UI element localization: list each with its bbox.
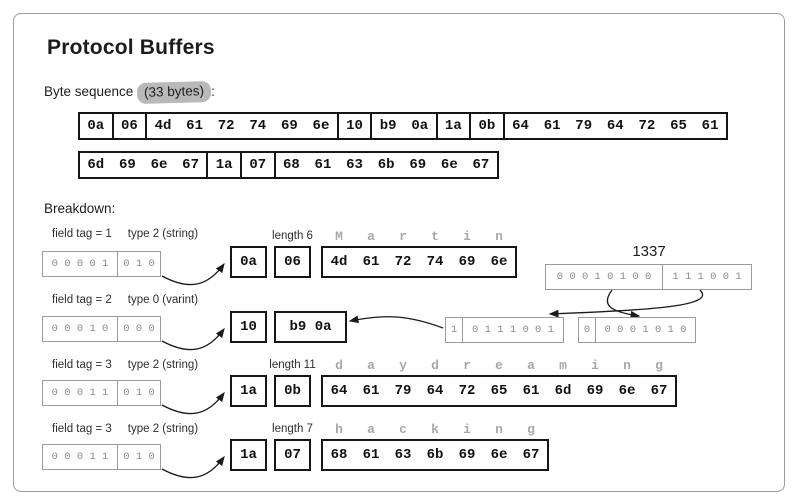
- byte-group: [145, 112, 339, 140]
- value-char: n: [495, 422, 503, 437]
- tag-hex-box: 1a: [230, 375, 267, 407]
- hex-byte: 67: [182, 157, 199, 173]
- field-tag-label: field tag = 2: [52, 294, 112, 306]
- hex-byte: 61: [362, 254, 380, 270]
- byte-group: [337, 112, 373, 140]
- hex-byte: 61: [314, 157, 332, 173]
- byte-group: [240, 151, 276, 179]
- byte-group: [503, 112, 728, 140]
- hex-byte: 4d: [154, 118, 172, 134]
- bit-cell: 0 1 0: [117, 445, 160, 469]
- bit-cell: 0 0 0 0 1: [51, 258, 109, 270]
- length-hex-box: 0b: [274, 375, 311, 407]
- tag-hex-box: 0a: [230, 246, 267, 278]
- value-char: e: [495, 358, 503, 373]
- tag-hex-box: 1a: [230, 439, 267, 471]
- hex-byte: 69: [586, 383, 604, 399]
- value-char: r: [463, 358, 471, 373]
- field-tag-label: field tag = 1: [52, 228, 112, 240]
- value-char: d: [431, 358, 439, 373]
- hex-byte: 64: [426, 383, 444, 399]
- hex-byte: 65: [670, 118, 687, 134]
- value-char: g: [655, 358, 663, 373]
- hex-byte: b9: [379, 118, 397, 134]
- hex-byte: 79: [575, 118, 593, 134]
- varint-byte1-box: [445, 317, 564, 343]
- byte-group: [370, 112, 437, 140]
- hex-byte: 61: [362, 447, 380, 463]
- hex-byte: 69: [458, 447, 476, 463]
- hex-byte: 69: [118, 157, 136, 173]
- value-char: k: [431, 422, 439, 437]
- bit-cell: 1 1 1 0 0 1: [662, 265, 751, 289]
- hex-byte: 6e: [150, 157, 168, 173]
- value-chars-row: [323, 229, 515, 245]
- value-chars-row: [323, 422, 547, 438]
- type-label: type 2 (string): [127, 359, 199, 371]
- varint-byte2-box: [578, 317, 696, 343]
- value-char: i: [463, 422, 471, 437]
- bit-cell: 0 1 0: [117, 252, 160, 276]
- byte-group: [206, 151, 242, 179]
- hex-byte: 67: [650, 383, 668, 399]
- byte-sequence-label-suffix: :: [211, 84, 215, 99]
- hex-byte: 65: [490, 383, 508, 399]
- length-hex-box: 07: [274, 439, 311, 471]
- hex-byte: 72: [217, 118, 235, 134]
- page-title: Protocol Buffers: [47, 36, 215, 59]
- hex-byte: 4d: [330, 254, 348, 270]
- value-char: n: [623, 358, 631, 373]
- value-char: c: [399, 422, 407, 437]
- hex-byte: 0a: [87, 118, 105, 134]
- byte-group: [78, 112, 114, 140]
- tag-hex-box: 10: [230, 311, 267, 343]
- field-tag-label: field tag = 3: [52, 423, 112, 435]
- varint-number-box: [545, 264, 752, 290]
- bit-cell: 0 0 0 1 0 1 0 0: [556, 271, 652, 283]
- length-label: length 7: [272, 423, 313, 435]
- hex-byte: 07: [249, 157, 267, 173]
- hex-byte: 79: [394, 383, 412, 399]
- byte-sequence-label-prefix: Byte sequence: [44, 84, 138, 99]
- byte-sequence-label: [44, 82, 215, 103]
- byte-sequence-row: [78, 151, 499, 179]
- hex-byte: 6b: [377, 157, 395, 173]
- hex-byte: 63: [394, 447, 412, 463]
- value-char: y: [399, 358, 407, 373]
- hex-byte: 61: [186, 118, 203, 134]
- hex-byte: 64: [330, 383, 348, 399]
- varint-number-label: 1337: [632, 243, 666, 260]
- bit-cell: 1: [450, 324, 458, 336]
- hex-byte: 1a: [444, 118, 462, 134]
- hex-byte: 74: [249, 118, 267, 134]
- hex-byte: 1a: [215, 157, 233, 173]
- tag-bits-box: [42, 380, 161, 406]
- length-hex-box: 06: [274, 246, 311, 278]
- value-char: n: [495, 229, 503, 244]
- hex-byte: 69: [409, 157, 427, 173]
- value-char: a: [367, 358, 375, 373]
- hex-byte: 6b: [426, 447, 444, 463]
- hex-byte: 72: [458, 383, 476, 399]
- field-labels: [52, 228, 198, 240]
- bit-cell: 0 0 0 1 1: [51, 451, 109, 463]
- varint-value-hex-box: b9 0a: [274, 311, 347, 343]
- hex-byte: 67: [522, 447, 540, 463]
- field-labels: [52, 423, 198, 435]
- hex-byte: 61: [522, 383, 540, 399]
- value-char: i: [463, 229, 471, 244]
- tag-bits-box: [42, 251, 161, 277]
- hex-byte: 6e: [618, 383, 636, 399]
- hex-byte: 63: [346, 157, 363, 173]
- hex-byte: 6e: [312, 118, 330, 134]
- hex-byte: 6e: [490, 254, 508, 270]
- hex-byte: 67: [472, 157, 490, 173]
- hex-byte: 74: [426, 254, 444, 270]
- value-char: g: [527, 422, 535, 437]
- hex-byte: 72: [638, 118, 656, 134]
- byte-sequence-row: [78, 112, 728, 140]
- value-char: m: [559, 358, 567, 373]
- value-chars-row: [323, 358, 675, 374]
- hex-byte: 6d: [554, 383, 572, 399]
- byte-group: [436, 112, 472, 140]
- type-label: type 2 (string): [127, 423, 199, 435]
- hex-byte: 6d: [87, 157, 105, 173]
- hex-byte: 72: [394, 254, 412, 270]
- byte-group: [78, 151, 208, 179]
- value-char: h: [335, 422, 343, 437]
- hex-byte: 68: [282, 157, 300, 173]
- length-label: length 6: [272, 230, 313, 242]
- bit-cell: 0 0 0 1 0 1 0: [595, 318, 695, 342]
- value-char: M: [335, 229, 343, 244]
- value-char: a: [367, 422, 375, 437]
- value-bytes-box: [321, 439, 549, 471]
- value-char: i: [591, 358, 599, 373]
- byte-group: [274, 151, 499, 179]
- value-char: d: [335, 358, 343, 373]
- breakdown-label: Breakdown:: [44, 201, 116, 216]
- field-labels: [52, 359, 198, 371]
- value-char: r: [399, 229, 407, 244]
- type-label: type 2 (string): [127, 228, 199, 240]
- value-char: a: [367, 229, 375, 244]
- byte-group: [112, 112, 148, 140]
- byte-group: [469, 112, 505, 140]
- value-bytes-box: [321, 246, 517, 278]
- bit-cell: 0 0 0 1 0: [51, 323, 109, 335]
- tag-bits-box: [42, 444, 161, 470]
- hex-byte: 61: [701, 118, 719, 134]
- hex-byte: 06: [120, 118, 138, 134]
- value-bytes-box: [321, 375, 677, 407]
- hex-byte: 6e: [440, 157, 458, 173]
- bit-cell: 0 0 0: [117, 317, 160, 341]
- bit-cell: 0 0 0 1 1: [51, 387, 109, 399]
- bit-cell: 0 1 1 1 0 0 1: [462, 318, 563, 342]
- hex-byte: 64: [606, 118, 624, 134]
- hex-byte: 0b: [478, 118, 496, 134]
- bit-cell: 0 1 0: [117, 381, 160, 405]
- type-label: type 0 (varint): [127, 294, 199, 306]
- tag-bits-box: [42, 316, 161, 342]
- value-char: t: [431, 229, 439, 244]
- hex-byte: 10: [346, 118, 363, 134]
- bit-cell: 0: [583, 324, 591, 336]
- hex-byte: 6e: [490, 447, 508, 463]
- byte-count-highlight: (33 bytes): [137, 81, 212, 104]
- hex-byte: 61: [362, 383, 380, 399]
- hex-byte: 68: [330, 447, 348, 463]
- field-tag-label: field tag = 3: [52, 359, 112, 371]
- hex-byte: 61: [543, 118, 561, 134]
- hex-byte: 69: [458, 254, 476, 270]
- hex-byte: 64: [512, 118, 529, 134]
- field-labels: [52, 294, 198, 306]
- hex-byte: 69: [280, 118, 298, 134]
- hex-byte: 0a: [411, 118, 429, 134]
- length-label: length 11: [269, 359, 316, 371]
- value-char: a: [527, 358, 535, 373]
